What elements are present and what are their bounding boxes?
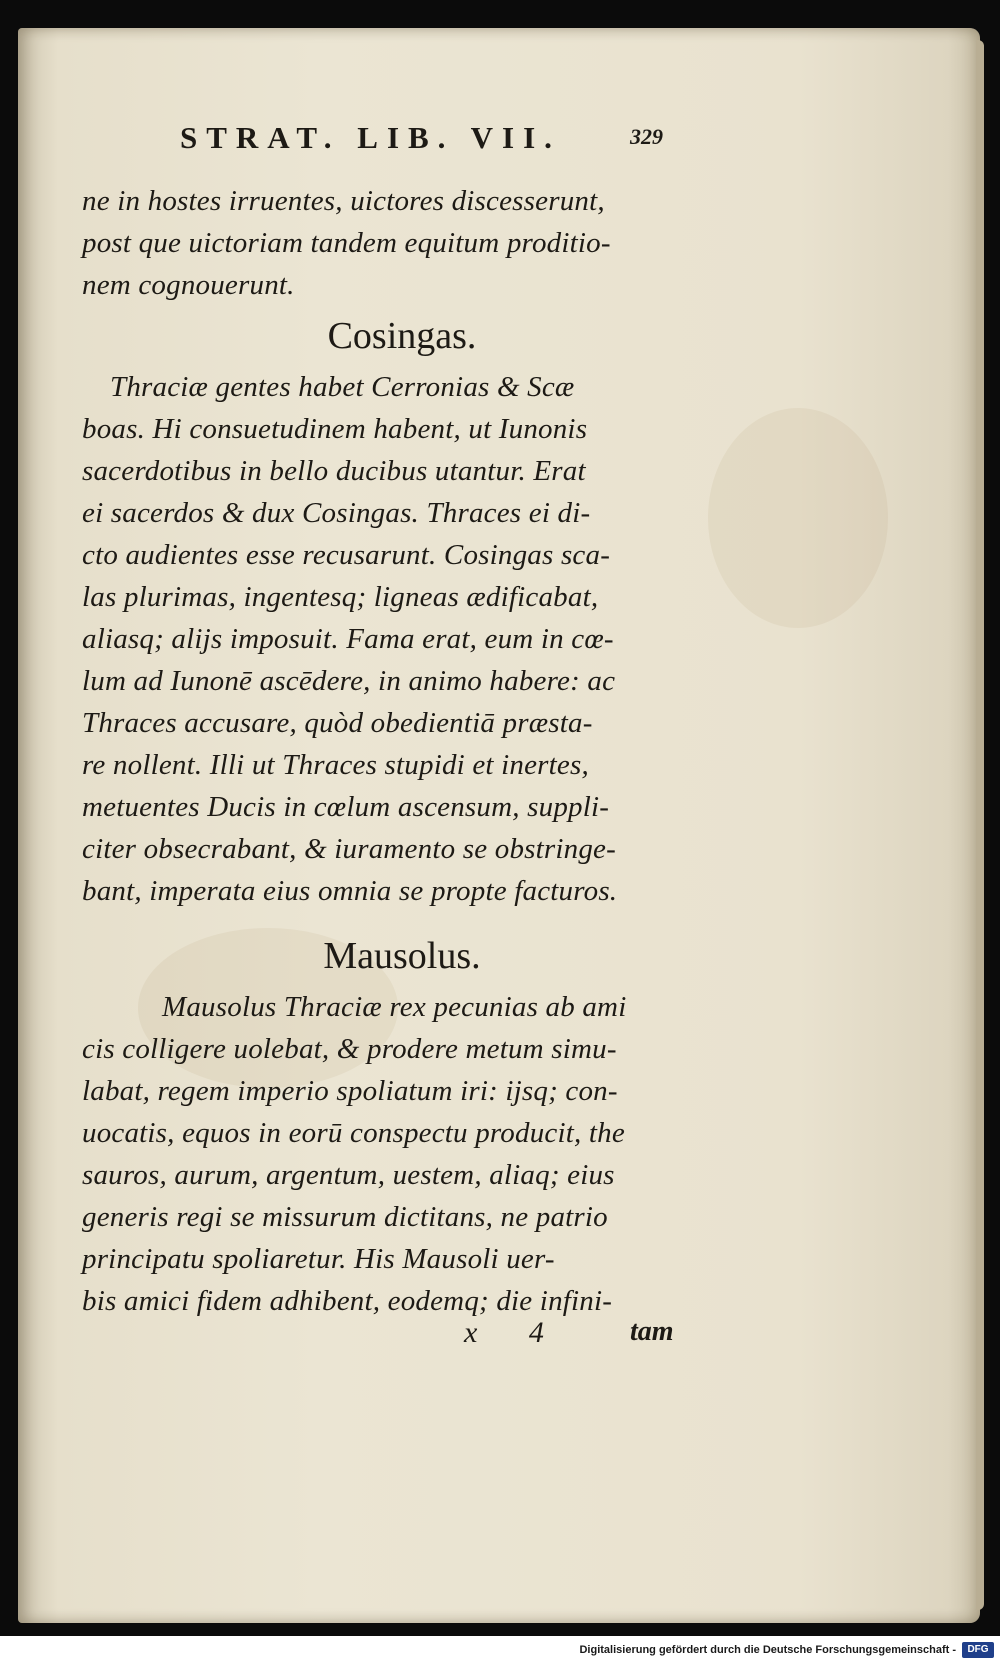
text-line: aliasq; alijs imposuit. Fama erat, eum in cœ- — [82, 623, 614, 655]
text-line: uocatis, equos in eorū conspectu producit, the — [82, 1117, 625, 1149]
book-page — [18, 28, 980, 1623]
text-line: nem cognouerunt. — [82, 269, 295, 301]
text-line: post que uictoriam tandem equitum proditio- — [82, 227, 611, 259]
text-line: re nollent. Illi ut Thraces stupidi et inertes, — [82, 749, 589, 781]
text-line: generis regi se missurum dictitans, ne patrio — [82, 1201, 608, 1233]
text-line: citer obsecrabant, & iuramento se obstringe- — [82, 833, 616, 865]
text-line: boas. Hi consuetudinem habent, ut Iunonis — [82, 413, 588, 445]
text-line: cto audientes esse recusarunt. Cosingas sca- — [82, 539, 611, 571]
text-line: bant, imperata eius omnia se propte facturos. — [82, 875, 618, 907]
section-heading-cosingas: Cosingas. — [327, 315, 477, 357]
text-line: sacerdotibus in bello ducibus utantur. Erat — [82, 455, 586, 487]
text-line: metuentes Ducis in cœlum ascensum, suppli- — [82, 791, 610, 823]
text-line: Thraces accusare, quòd obedientiā præsta- — [82, 707, 593, 739]
paper-stain — [708, 408, 888, 628]
section-gap — [82, 912, 722, 926]
page-edge — [976, 40, 984, 1610]
text-line: Mausolus Thraciæ rex pecunias ab ami — [162, 991, 627, 1023]
signature-mark: x 4 — [464, 1316, 566, 1349]
text-line: lum ad Iunonē ascēdere, in animo habere: ac — [82, 665, 616, 697]
section-heading-mausolus: Mausolus. — [323, 935, 481, 977]
page-foot — [18, 1316, 980, 1356]
running-head — [18, 120, 980, 160]
text-line: ne in hostes irruentes, uictores discesserunt, — [82, 185, 605, 217]
footer-credit: Digitalisierung gefördert durch die Deutsche Forschungsgemeinschaft - — [579, 1644, 956, 1656]
text-line: sauros, aurum, argentum, uestem, aliaq; eius — [82, 1159, 615, 1191]
text-line: bis amici fidem adhibent, eodemq; die infini- — [82, 1285, 613, 1317]
text-line: Thraciæ gentes habet Cerronias & Scæ — [110, 371, 575, 403]
text-line: principatu spoliaretur. His Mausoli uer- — [82, 1243, 555, 1275]
running-head-title: STRAT. LIB. VII. — [180, 120, 561, 155]
dfg-logo: DFG — [962, 1642, 994, 1658]
catchword: tam — [630, 1316, 674, 1347]
text-line: ei sacerdos & dux Cosingas. Thraces ei di- — [82, 497, 591, 529]
text-line: labat, regem imperio spoliatum iri: ijsq; con- — [82, 1075, 618, 1107]
page-number: 329 — [630, 124, 663, 149]
digitization-footer — [0, 1636, 1000, 1666]
text-line: las plurimas, ingentesq; ligneas ædificabat, — [82, 581, 599, 613]
text-line: cis colligere uolebat, & prodere metum simu- — [82, 1033, 617, 1065]
body-text — [82, 180, 722, 1322]
